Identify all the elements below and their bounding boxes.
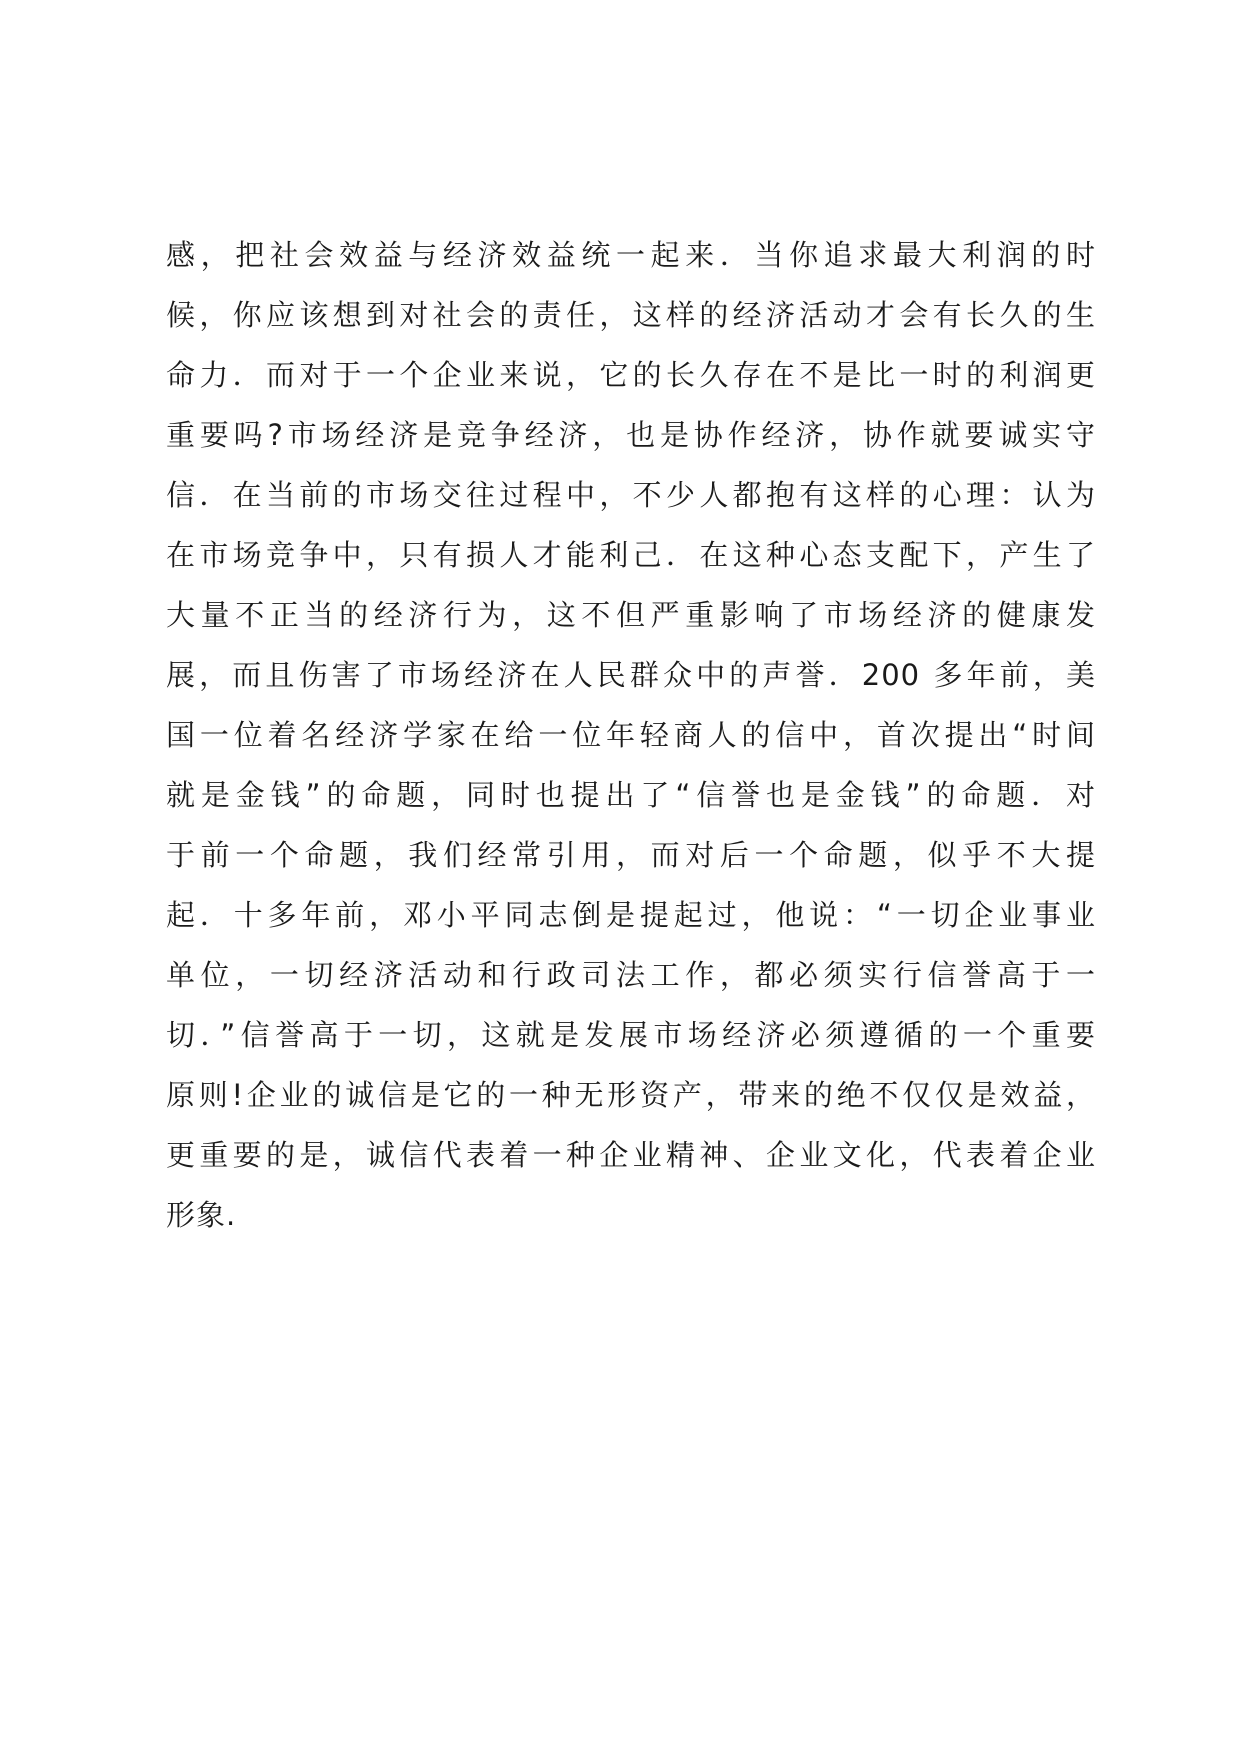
body-paragraph	[166, 225, 1096, 1245]
text-line-6: 在市场竞争中，只有损人才能利己．在这种心态支配下，产生了	[166, 538, 1096, 572]
text-line-11: 于前一个命题，我们经常引用，而对后一个命题，似乎不大提	[166, 838, 1096, 872]
text-line-12: 起．十多年前，邓小平同志倒是提起过，他说：“一切企业事业	[166, 898, 1096, 932]
text-line-14: 切．”信誉高于一切，这就是发展市场经济必须遵循的一个重要	[166, 1018, 1096, 1052]
text-line-10: 就是金钱”的命题，同时也提出了“信誉也是金钱”的命题．对	[166, 778, 1096, 812]
text-line-9: 国一位着名经济学家在给一位年轻商人的信中，首次提出“时间	[166, 718, 1096, 752]
text-line-17: 形象.	[166, 1198, 237, 1232]
text-line-16: 更重要的是，诚信代表着一种企业精神、企业文化，代表着企业	[166, 1138, 1096, 1172]
text-line-3: 命力．而对于一个企业来说，它的长久存在不是比一时的利润更	[166, 358, 1096, 392]
text-line-7: 大量不正当的经济行为，这不但严重影响了市场经济的健康发	[166, 598, 1096, 632]
text-line-15: 原则!企业的诚信是它的一种无形资产，带来的绝不仅仅是效益，	[166, 1078, 1096, 1112]
text-line-2: 候，你应该想到对社会的责任，这样的经济活动才会有长久的生	[166, 298, 1096, 332]
text-line-5: 信．在当前的市场交往过程中，不少人都抱有这样的心理：认为	[166, 478, 1096, 512]
text-line-8: 展，而且伤害了市场经济在人民群众中的声誉．200 多年前，美	[166, 658, 1096, 692]
text-line-4: 重要吗?市场经济是竞争经济，也是协作经济，协作就要诚实守	[166, 418, 1096, 452]
text-line-1: 感，把社会效益与经济效益统一起来．当你追求最大利润的时	[166, 238, 1096, 272]
text-line-13: 单位，一切经济活动和行政司法工作，都必须实行信誉高于一	[166, 958, 1096, 992]
